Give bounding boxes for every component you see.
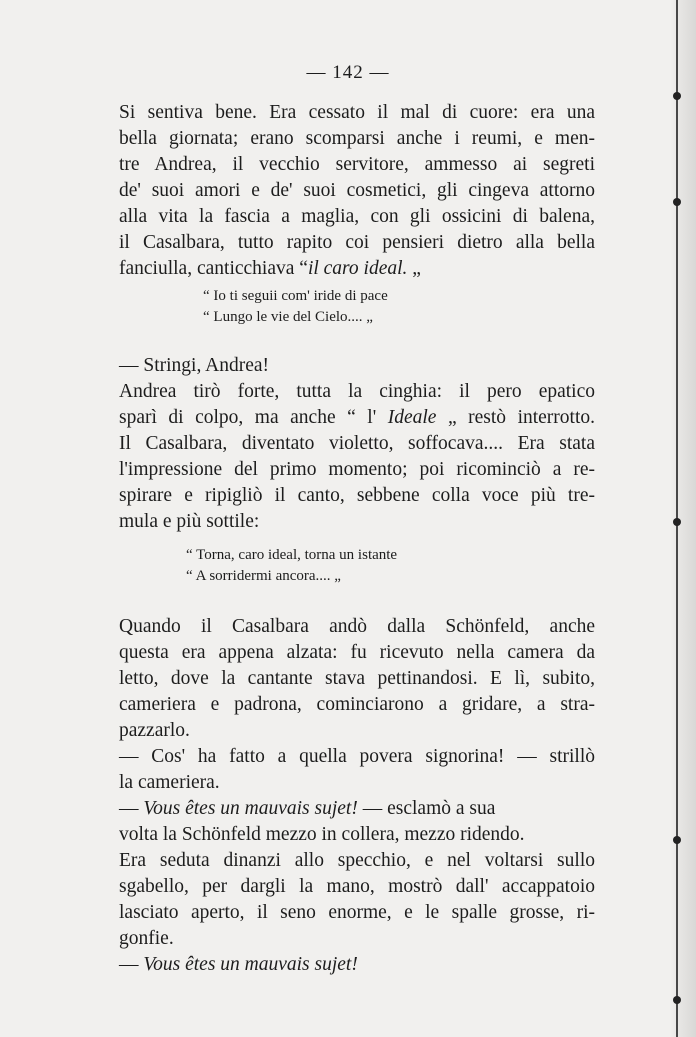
- text-line: [119, 405, 595, 431]
- italic-text: Ideale: [387, 407, 437, 428]
- text-line: questa era appena alzata: fu ricevuto nella camera da: [119, 642, 595, 663]
- verse-line: “ Torna, caro ideal, torna un istante: [186, 547, 398, 563]
- text-line: pazzarlo.: [119, 720, 190, 741]
- text-line: volta la Schönfeld mezzo in collera, mezzo ridendo.: [119, 824, 525, 845]
- dialogue-line: [119, 796, 595, 822]
- edge-mark: [673, 92, 681, 100]
- edge-mark: [673, 836, 681, 844]
- verse-line: “ Io ti seguii com' iride di pace: [203, 288, 388, 304]
- text-line: tre Andrea, il vecchio servitore, ammesso ai segreti: [119, 154, 595, 175]
- verse-line: “ A sorridermi ancora.... „: [186, 568, 341, 584]
- edge-mark: [673, 198, 681, 206]
- text-line: cameriera e padrona, cominciarono a gridare, a stra-: [119, 694, 595, 715]
- text-line: il Casalbara, tutto rapito coi pensieri dietro alla bella: [119, 232, 595, 253]
- text-line: Andrea tirò forte, tutta la cinghia: il pero epatico: [119, 381, 595, 402]
- italic-text: Vous êtes un mauvais sujet!: [143, 954, 358, 975]
- text-line: [119, 256, 595, 282]
- text-segment: sparì di colpo, ma anche “ l': [119, 407, 377, 428]
- text-segment: —: [119, 798, 144, 819]
- text-segment: „ restò interrotto.: [447, 407, 596, 428]
- text-line: letto, dove la cantante stava pettinandosi. E lì, subito,: [119, 668, 595, 689]
- text-line: Il Casalbara, diventato violetto, soffocava.... Era stata: [119, 433, 595, 454]
- text-line: de' suoi amori e de' suoi cosmetici, gli cingeva attorno: [119, 180, 595, 201]
- text-segment: „: [407, 258, 421, 279]
- text-segment: — esclamò a sua: [357, 798, 496, 819]
- text-line: lasciato aperto, il seno enorme, e le spalle grosse, ri-: [119, 902, 595, 923]
- italic-text: il caro ideal.: [307, 258, 408, 279]
- dialogue-line: [119, 952, 595, 978]
- text-line: Era seduta dinanzi allo specchio, e nel voltarsi sullo: [119, 850, 595, 871]
- text-line: l'impressione del primo momento; poi ricominciò a re-: [119, 459, 595, 480]
- text-line: spirare e ripigliò il canto, sebbene colla voce più tre-: [119, 485, 595, 506]
- italic-text: Vous êtes un mauvais sujet!: [143, 798, 358, 819]
- text-line: alla vita la fascia a maglia, con gli ossicini di balena,: [119, 206, 595, 227]
- page-number: — 142 —: [306, 62, 390, 83]
- text-segment: fanciulla, canticchiava “: [119, 258, 308, 279]
- text-line: la cameriera.: [119, 772, 220, 793]
- edge-mark: [673, 518, 681, 526]
- text-line: mula e più sottile:: [119, 511, 260, 532]
- text-line: bella giornata; erano scomparsi anche i reumi, e men-: [119, 128, 595, 149]
- text-line: Si sentiva bene. Era cessato il mal di cuore: era una: [119, 102, 595, 123]
- edge-mark: [673, 996, 681, 1004]
- text-segment: —: [119, 954, 144, 975]
- text-line: gonfie.: [119, 928, 174, 949]
- dialogue-line: — Cos' ha fatto a quella povera signorina! — strillò: [119, 746, 595, 767]
- text-line: Quando il Casalbara andò dalla Schönfeld, anche: [119, 616, 595, 637]
- verse-line: “ Lungo le vie del Cielo.... „: [203, 309, 373, 325]
- text-line: sgabello, per dargli la mano, mostrò dall' accappatoio: [119, 876, 595, 897]
- dialogue-line: — Stringi, Andrea!: [119, 355, 270, 376]
